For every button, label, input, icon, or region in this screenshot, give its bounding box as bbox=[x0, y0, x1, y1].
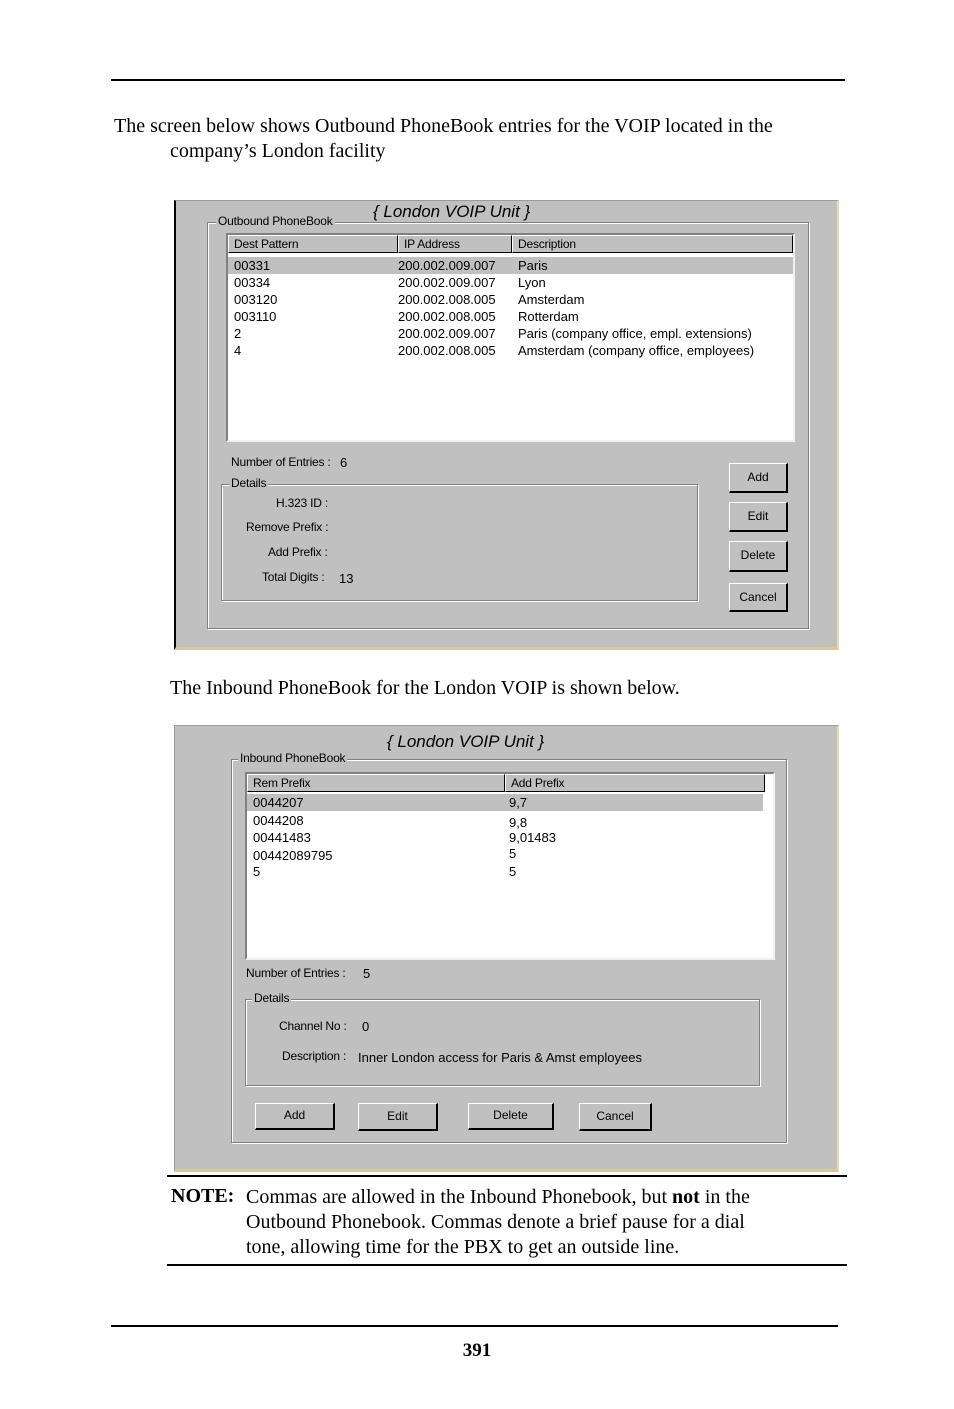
unit-title: { London VOIP Unit } bbox=[387, 732, 545, 751]
description-label: Description : bbox=[282, 1049, 347, 1063]
unit-title: { London VOIP Unit } bbox=[373, 202, 531, 221]
table-row[interactable]: 00441483 9,01483 bbox=[253, 830, 556, 845]
table-row[interactable]: 4 200.002.008.005 Amsterdam (company office, employees) bbox=[234, 343, 755, 358]
note-line-2: Outbound Phonebook. Commas denote a brief pause for a dial bbox=[246, 1211, 745, 1233]
details-label: Details bbox=[254, 991, 290, 1005]
column-dest-pattern[interactable]: Dest Pattern bbox=[228, 235, 398, 253]
add-prefix-label: Add Prefix : bbox=[268, 545, 328, 559]
delete-button[interactable]: Delete bbox=[468, 1103, 554, 1130]
table-row[interactable]: 00442089795 5 bbox=[253, 846, 517, 863]
table-row[interactable]: 0044207 9,7 bbox=[247, 794, 763, 811]
details-group bbox=[245, 999, 760, 1086]
edit-button[interactable]: Edit bbox=[729, 502, 788, 532]
details-label: Details bbox=[231, 476, 267, 490]
add-button[interactable]: Add bbox=[729, 463, 788, 493]
column-add-prefix[interactable]: Add Prefix bbox=[505, 774, 765, 792]
num-entries-value: 6 bbox=[340, 455, 348, 470]
table-row[interactable]: 2 200.002.009.007 Paris (company office, empl. extensions) bbox=[234, 326, 752, 341]
cancel-button[interactable]: Cancel bbox=[579, 1103, 652, 1131]
table-row[interactable]: 003110 200.002.008.005 Rotterdam bbox=[234, 309, 579, 324]
intro-line-2: company’s London facility bbox=[170, 140, 386, 162]
intro-line-1: The screen below shows Outbound PhoneBook entries for the VOIP located in the bbox=[114, 115, 773, 137]
edit-button[interactable]: Edit bbox=[358, 1103, 438, 1131]
total-digits-value: 13 bbox=[339, 571, 354, 586]
footer-rule bbox=[111, 1325, 838, 1327]
channel-no-label: Channel No : bbox=[279, 1019, 347, 1033]
total-digits-label: Total Digits : bbox=[262, 570, 325, 584]
cancel-button[interactable]: Cancel bbox=[729, 583, 788, 612]
page-number: 391 bbox=[462, 1340, 492, 1361]
num-entries-value: 5 bbox=[363, 966, 371, 981]
description-value: Inner London access for Paris & Amst employees bbox=[358, 1050, 642, 1065]
num-entries-label: Number of Entries : bbox=[246, 966, 346, 980]
note-label: NOTE: bbox=[171, 1185, 235, 1207]
inbound-phonebook-label: Inbound PhoneBook bbox=[240, 751, 346, 765]
h323-id-label: H.323 ID : bbox=[276, 496, 329, 510]
outbound-list[interactable] bbox=[226, 233, 795, 442]
num-entries-label: Number of Entries : bbox=[231, 455, 331, 469]
inbound-caption: The Inbound PhoneBook for the London VOIP is shown below. bbox=[170, 677, 680, 699]
outbound-phonebook-label: Outbound PhoneBook bbox=[218, 214, 333, 228]
table-row[interactable]: 003120 200.002.008.005 Amsterdam bbox=[234, 292, 585, 307]
table-row[interactable]: 5 5 bbox=[253, 864, 517, 879]
table-row[interactable]: 00334 200.002.009.007 Lyon bbox=[234, 275, 546, 290]
add-button[interactable]: Add bbox=[255, 1103, 335, 1130]
note-line-3: tone, allowing time for the PBX to get an outside line. bbox=[246, 1236, 680, 1258]
note-line-1: Commas are allowed in the Inbound Phonebook, but not in the bbox=[246, 1186, 750, 1208]
table-row[interactable]: 0044208 9,8 bbox=[253, 813, 528, 830]
channel-no-value: 0 bbox=[362, 1019, 370, 1034]
column-description[interactable]: Description bbox=[512, 235, 793, 253]
delete-button[interactable]: Delete bbox=[729, 541, 788, 572]
inbound-phonebook-screenshot bbox=[174, 725, 839, 1172]
column-rem-prefix[interactable]: Rem Prefix bbox=[247, 774, 505, 792]
column-ip-address[interactable]: IP Address bbox=[398, 235, 512, 253]
remove-prefix-label: Remove Prefix : bbox=[246, 520, 329, 534]
header-rule bbox=[111, 79, 845, 81]
inbound-list[interactable] bbox=[245, 772, 775, 960]
outbound-phonebook-screenshot bbox=[174, 200, 839, 650]
note-box bbox=[167, 1175, 847, 1266]
table-row[interactable]: 00331 200.002.009.007 Paris bbox=[228, 257, 793, 274]
